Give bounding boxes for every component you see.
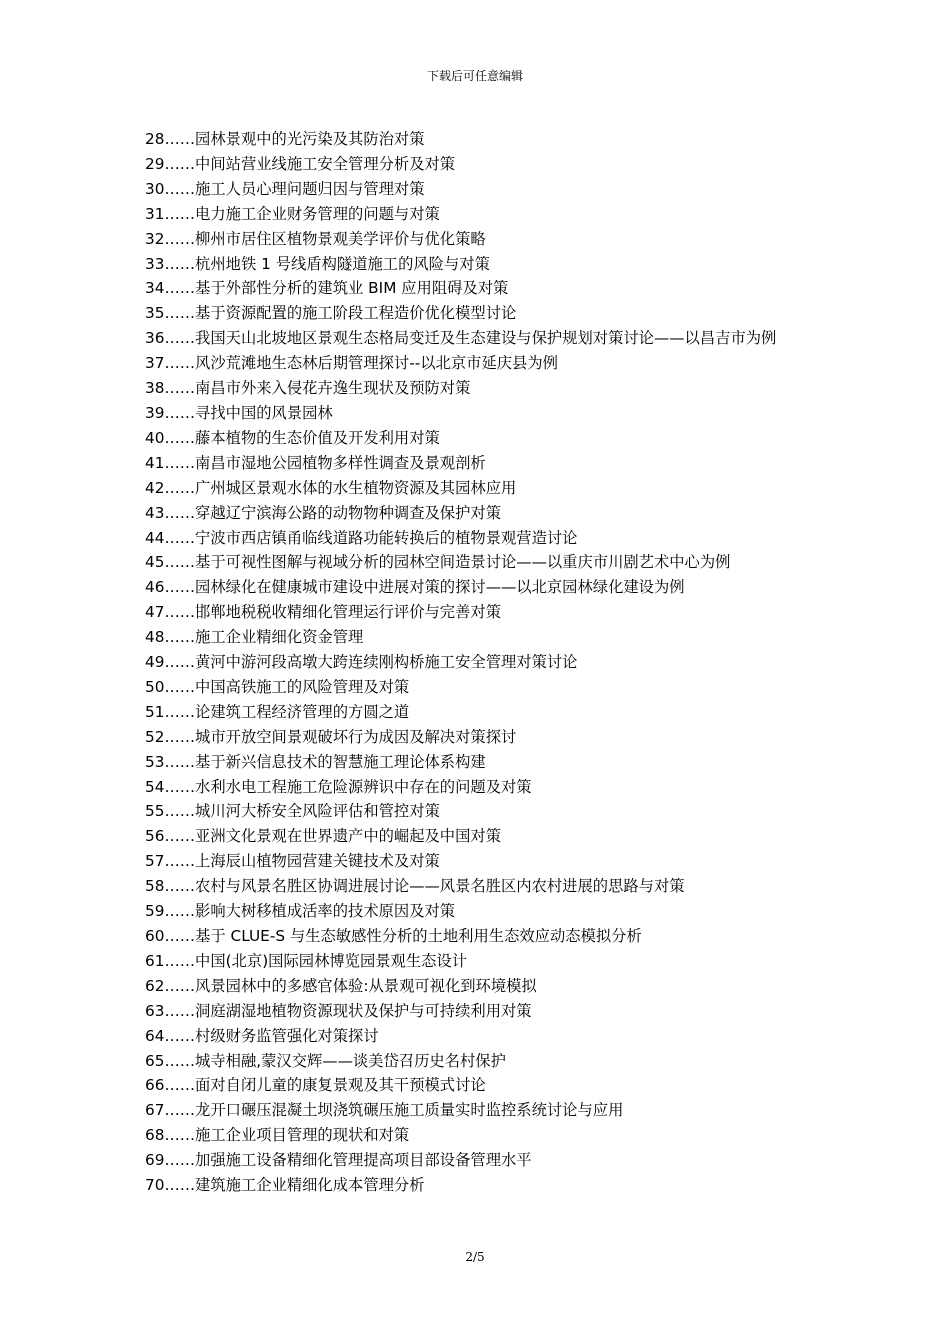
page-header: 下载后可任意编辑	[426, 69, 523, 83]
list-item: 44……宁波市西店镇甬临线道路功能转换后的植物景观营造讨论	[145, 528, 578, 547]
list-item: 35……基于资源配置的施工阶段工程造价优化模型讨论	[145, 304, 517, 323]
list-item: 61……中国(北京)国际园林博览园景观生态设计	[145, 951, 468, 970]
list-item: 55……城川河大桥安全风险评估和管控对策	[145, 802, 440, 821]
list-item: 53……基于新兴信息技术的智慧施工理论体系构建	[145, 752, 486, 771]
list-item: 64……村级财务监管强化对策探讨	[145, 1026, 379, 1045]
list-item: 46……园林绿化在健康城市建设中进展对策的探讨——以北京园林绿化建设为例	[145, 578, 685, 597]
list-item: 66……面对自闭儿童的康复景观及其干预模式讨论	[145, 1076, 486, 1095]
list-item: 48……施工企业精细化资金管理	[145, 628, 364, 647]
list-item: 63……洞庭湖湿地植物资源现状及保护与可持续利用对策	[145, 1001, 532, 1020]
list-item: 31……电力施工企业财务管理的问题与对策	[145, 204, 440, 223]
list-item: 70……建筑施工企业精细化成本管理分析	[145, 1176, 425, 1195]
page-number: 2/5	[465, 1250, 485, 1264]
list-item: 69……加强施工设备精细化管理提高项目部设备管理水平	[145, 1151, 532, 1170]
list-item: 54……水利水电工程施工危险源辨识中存在的问题及对策	[145, 777, 532, 796]
list-item: 38……南昌市外来入侵花卉逸生现状及预防对策	[145, 379, 471, 398]
list-item: 65……城寺相融,蒙汉交辉——谈美岱召历史名村保护	[145, 1051, 506, 1070]
list-item: 36……我国天山北坡地区景观生态格局变迁及生态建设与保护规划对策讨论——以昌吉市为例	[145, 329, 777, 348]
list-item: 49……黄河中游河段高墩大跨连续刚构桥施工安全管理对策讨论	[145, 653, 578, 672]
list-item: 51……论建筑工程经济管理的方圆之道	[145, 702, 410, 721]
list-item: 28……园林景观中的光污染及其防治对策	[145, 130, 425, 148]
list-item: 59……影响大树移植成活率的技术原因及对策	[145, 902, 456, 921]
list-item: 60……基于 CLUE-S 与生态敏感性分析的土地利用生态效应动态模拟分析	[145, 927, 642, 945]
list-item: 29……中间站营业线施工安全管理分析及对策	[145, 154, 456, 173]
list-item: 67……龙开口碾压混凝土坝浇筑碾压施工质量实时监控系统讨论与应用	[145, 1101, 624, 1120]
list-item: 41……南昌市湿地公园植物多样性调查及景观剖析	[145, 453, 486, 472]
list-item: 37……风沙荒滩地生态林后期管理探讨--以北京市延庆县为例	[145, 354, 558, 373]
list-item: 34……基于外部性分析的建筑业 BIM 应用阻碍及对策	[145, 279, 509, 298]
title-list	[145, 127, 810, 1198]
list-item: 68……施工企业项目管理的现状和对策	[145, 1126, 410, 1145]
list-item: 62……风景园林中的多感官体验:从景观可视化到环境模拟	[145, 976, 537, 995]
list-item: 39……寻找中国的风景园林	[145, 403, 333, 422]
list-item: 40……藤本植物的生态价值及开发利用对策	[145, 428, 440, 447]
list-item: 33……杭州地铁 1 号线盾构隧道施工的风险与对策	[145, 254, 490, 273]
list-item: 47……邯郸地税税收精细化管理运行评价与完善对策	[145, 603, 501, 622]
list-item: 52……城市开放空间景观破坏行为成因及解决对策探讨	[145, 727, 517, 746]
list-item: 43……穿越辽宁滨海公路的动物物种调查及保护对策	[145, 503, 501, 522]
list-item: 30……施工人员心理问题归因与管理对策	[145, 179, 425, 198]
list-item: 57……上海辰山植物园营建关键技术及对策	[145, 852, 440, 871]
list-item: 45……基于可视性图解与视域分析的园林空间造景讨论——以重庆市川剧艺术中心为例	[145, 553, 731, 572]
list-item: 56……亚洲文化景观在世界遗产中的崛起及中国对策	[145, 827, 501, 846]
list-item: 58……农村与风景名胜区协调进展讨论——风景名胜区内农村进展的思路与对策	[145, 877, 685, 896]
list-item: 50……中国高铁施工的风险管理及对策	[145, 677, 410, 696]
list-item: 42……广州城区景观水体的水生植物资源及其园林应用	[145, 478, 517, 497]
list-item: 32……柳州市居住区植物景观美学评价与优化策略	[145, 229, 486, 248]
